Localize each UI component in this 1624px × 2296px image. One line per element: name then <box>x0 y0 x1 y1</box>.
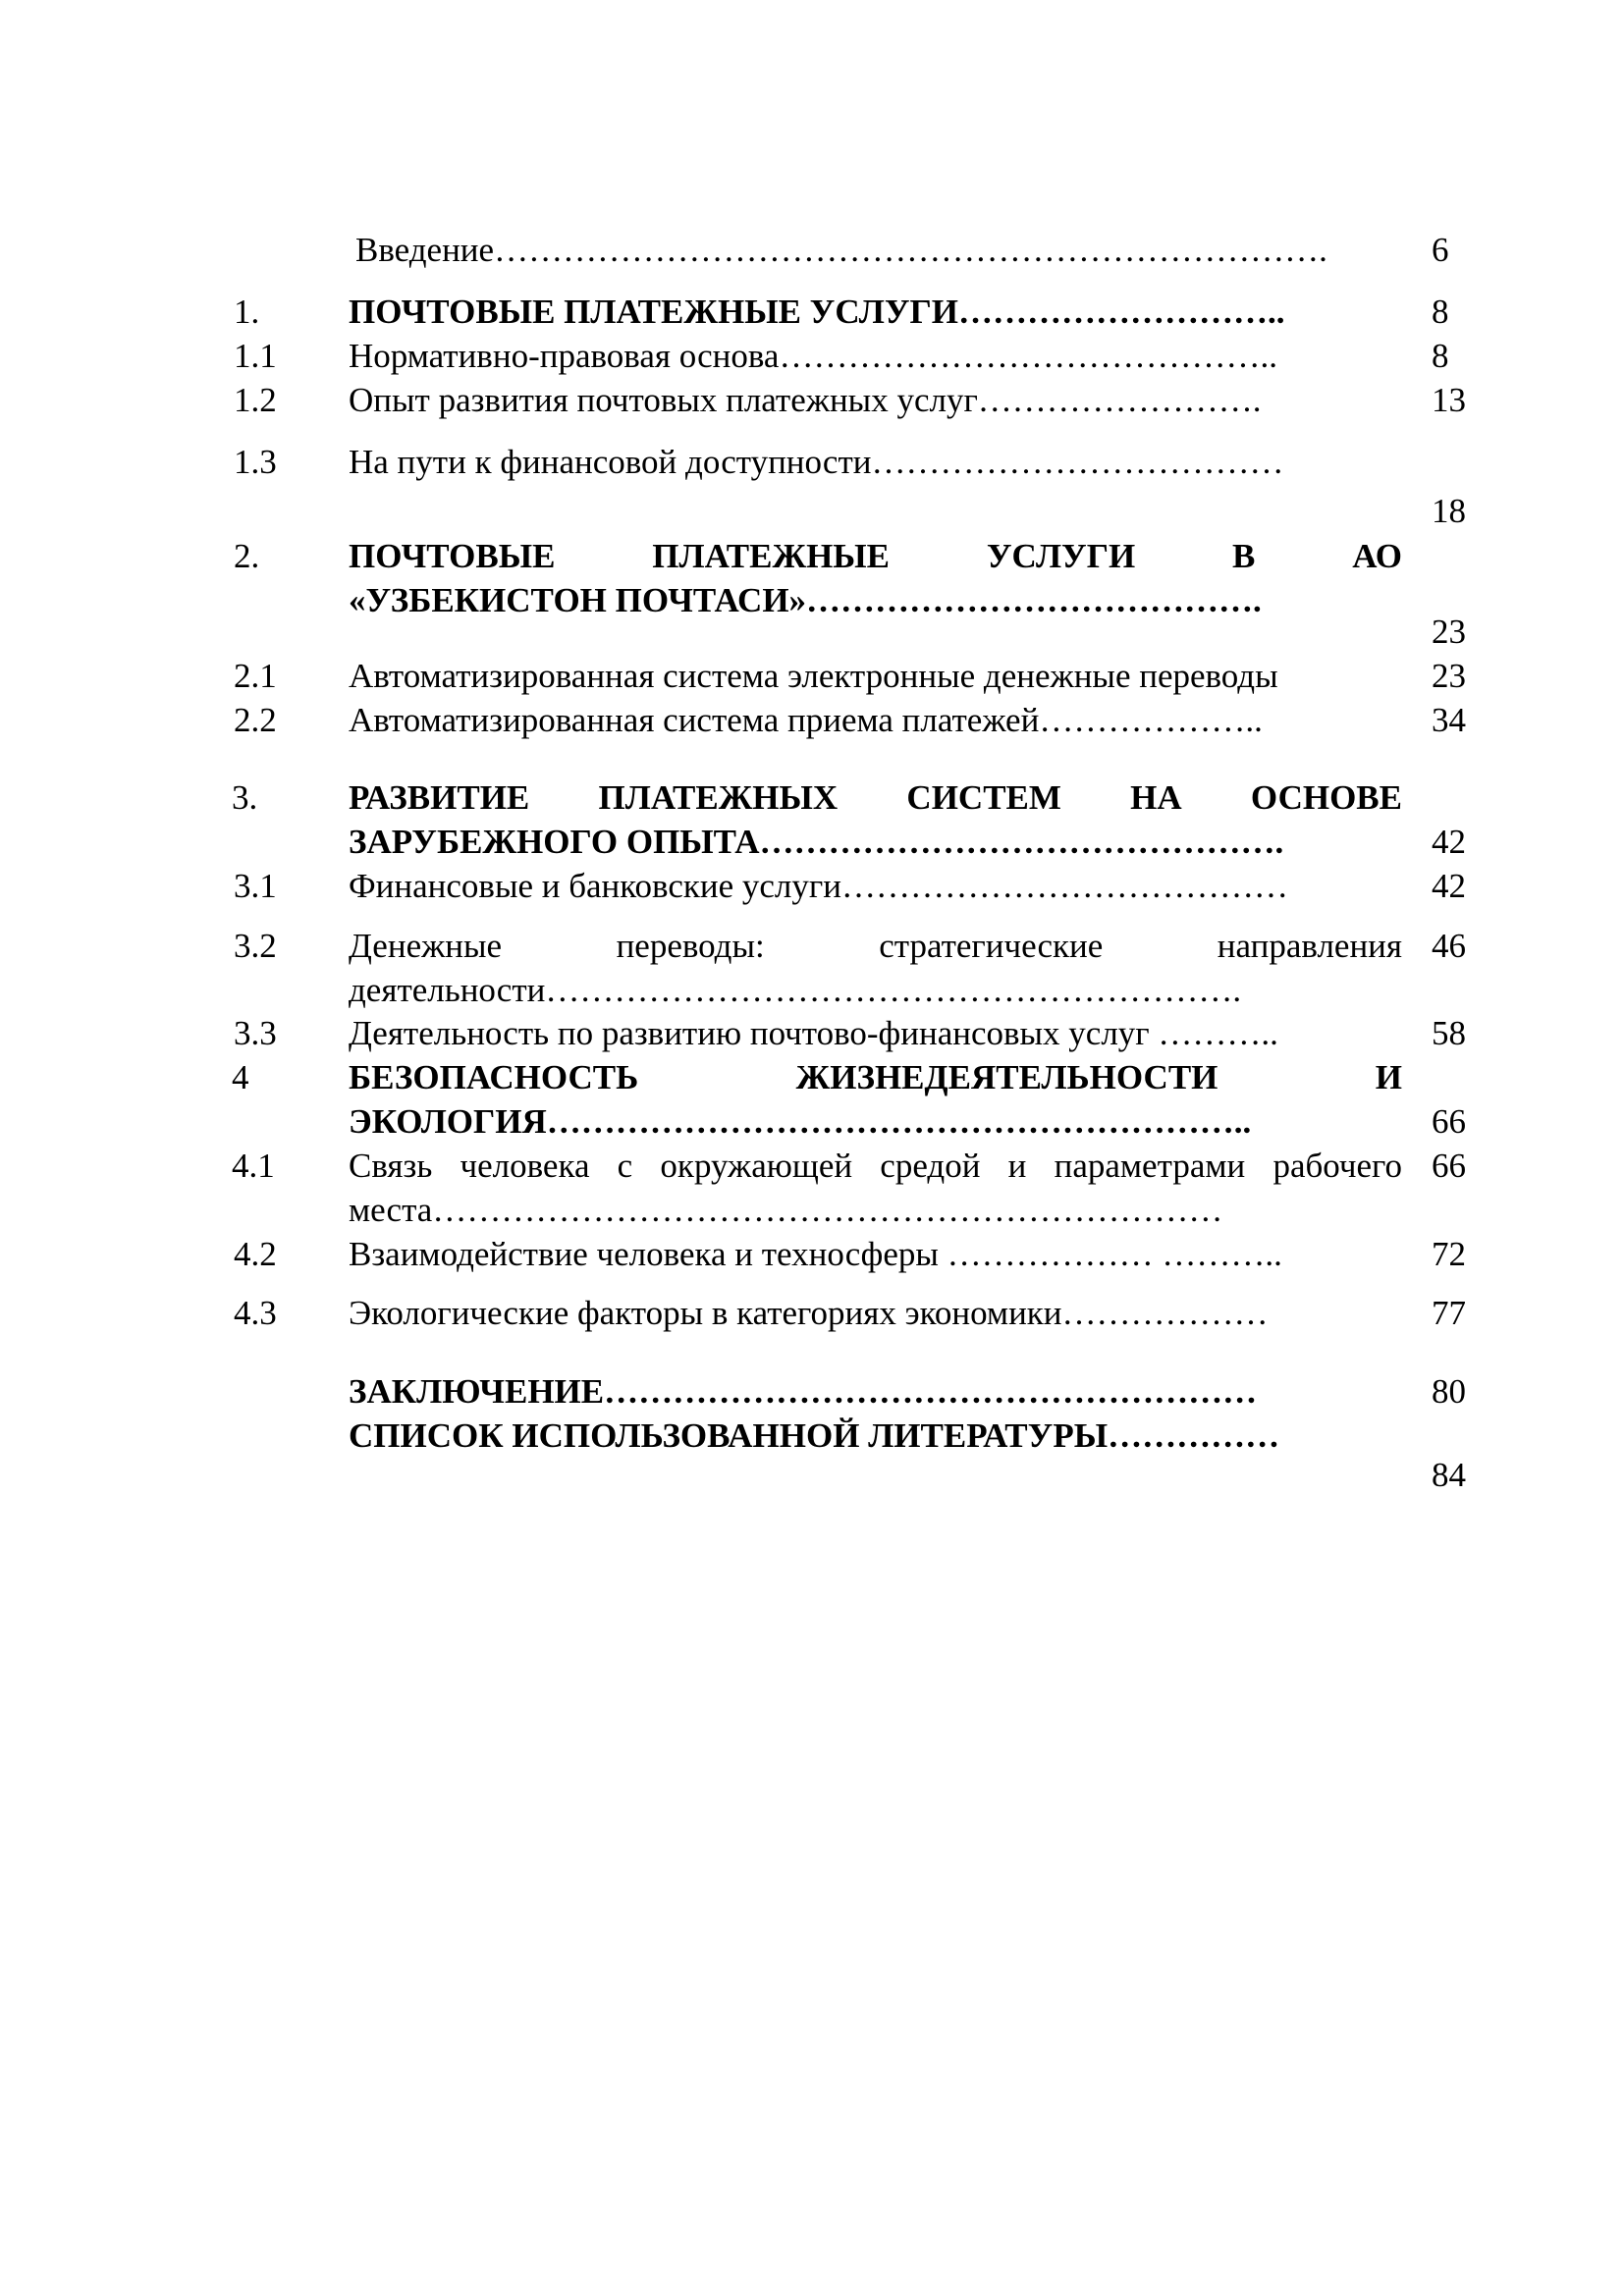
toc-entry-title-line-2: деятельности……………………………………………………. <box>349 971 1242 1009</box>
toc-entry-title <box>349 864 1402 908</box>
toc-entry-title-line-2: ЗАРУБЕЖНОГО ОПЫТА………………………………………. <box>349 823 1284 861</box>
toc-entry-title <box>349 1414 1402 1458</box>
toc-entry-title-line-1: ПОЧТОВЫЕ ПЛАТЕЖНЫЕ УСЛУГИ В АО <box>349 537 1402 575</box>
toc-entry-page: 23 <box>1432 613 1466 651</box>
toc-entry-title-text: ПОЧТОВЫЕ ПЛАТЕЖНЫЕ УСЛУГИ……………………….. <box>349 293 1285 331</box>
toc-entry-page: 42 <box>1432 823 1466 861</box>
toc-entry-number: 3.3 <box>234 1014 277 1052</box>
toc-entry-page: 18 <box>1432 492 1466 530</box>
toc-entry-title-text: Опыт развития почтовых платежных услуг……………………. <box>349 381 1262 419</box>
toc-entry-number: 3. <box>232 778 258 817</box>
toc-entry-number: 4.3 <box>234 1294 277 1332</box>
toc-entry-number: 1. <box>234 293 260 331</box>
toc-entry-page: 23 <box>1432 657 1466 695</box>
toc-entry-page: 42 <box>1432 867 1466 905</box>
toc-entry-page: 13 <box>1432 381 1466 419</box>
toc-entry-title <box>349 654 1402 698</box>
toc-entry-page: 72 <box>1432 1235 1466 1273</box>
toc-entry-number: 2. <box>234 537 260 575</box>
toc-entry-title-text: Деятельность по развитию почтово-финансовых услуг ……….. <box>349 1014 1278 1052</box>
toc-entry-title-line-1: Денежные переводы: стратегические направления <box>349 927 1402 965</box>
toc-entry-page: 46 <box>1432 927 1466 965</box>
toc-entry-title <box>349 1291 1402 1335</box>
toc-entry-page: 34 <box>1432 701 1466 739</box>
toc-entry-number: 4.2 <box>234 1235 277 1273</box>
toc-entry-title <box>355 228 1409 272</box>
toc-entry-number: 4.1 <box>232 1147 275 1185</box>
toc-entry-page: 8 <box>1432 293 1449 331</box>
toc-entry-number: 3.2 <box>234 927 277 965</box>
toc-entry-number: 2.2 <box>234 701 277 739</box>
toc-entry-title <box>349 378 1402 422</box>
toc-entry-title <box>349 924 1402 1012</box>
toc-entry-page: 6 <box>1432 231 1449 269</box>
toc-entry-title <box>349 1144 1402 1232</box>
toc-entry-title <box>349 1011 1402 1055</box>
toc-entry-title-text: Финансовые и банковские услуги………………………………… <box>349 867 1288 905</box>
toc-entry-title-line-1: Связь человека с окружающей средой и параметрами рабочего <box>349 1147 1402 1185</box>
toc-entry-title-line-2: «УЗБЕКИСТОН ПОЧТАСИ»…………………………………. <box>349 581 1262 619</box>
toc-entry-number: 1.3 <box>234 443 277 481</box>
toc-entry-title <box>349 290 1402 334</box>
toc-entry-title-line-1: БЕЗОПАСНОСТЬ ЖИЗНЕДЕЯТЕЛЬНОСТИ И <box>349 1058 1402 1096</box>
toc-entry-number: 1.2 <box>234 381 277 419</box>
toc-entry-title <box>349 1369 1402 1414</box>
toc-entry-title-text: Автоматизированная система электронные денежные переводы <box>349 657 1278 695</box>
toc-entry-title-text: Экологические факторы в категориях экономики……………… <box>349 1294 1269 1332</box>
toc-entry-title-text: На пути к финансовой доступности……………………………… <box>349 443 1284 481</box>
toc-entry-title <box>349 1055 1402 1144</box>
toc-entry-title-text: Автоматизированная система приема платежей……………….. <box>349 701 1263 739</box>
toc-entry-title <box>349 775 1402 864</box>
toc-entry-page: 84 <box>1432 1456 1466 1494</box>
toc-entry-page: 80 <box>1432 1372 1466 1411</box>
toc-entry-title <box>349 698 1402 742</box>
toc-entry-title-line-2: ЭКОЛОГИЯ…………………………………………………….. <box>349 1102 1252 1141</box>
toc-entry-title <box>349 334 1402 378</box>
toc-entry-number: 2.1 <box>234 657 277 695</box>
toc-entry-title-text: Взаимодействие человека и техносферы ……………… ……….. <box>349 1235 1282 1273</box>
toc-entry-title <box>349 440 1402 484</box>
toc-entry-title-line-1: РАЗВИТИЕ ПЛАТЕЖНЫХ СИСТЕМ НА ОСНОВЕ <box>349 778 1402 817</box>
toc-entry-title <box>349 1232 1402 1276</box>
toc-entry-number: 4 <box>232 1058 249 1096</box>
toc-entry-title-text: СПИСОК ИСПОЛЬЗОВАННОЙ ЛИТЕРАТУРЫ…………… <box>349 1416 1280 1455</box>
toc-entry-number: 1.1 <box>234 337 277 375</box>
toc-entry-page: 66 <box>1432 1147 1466 1185</box>
toc-entry-number: 3.1 <box>234 867 277 905</box>
toc-entry-title-text: Нормативно-правовая основа…………………………………….. <box>349 337 1277 375</box>
toc-entry-page: 66 <box>1432 1102 1466 1141</box>
toc-entry-title-text: ЗАКЛЮЧЕНИЕ………………………………………………… <box>349 1372 1258 1411</box>
toc-entry-page: 8 <box>1432 337 1449 375</box>
toc-entry-title <box>349 534 1402 622</box>
toc-entry-title-text: Введение………………………………………………………………. <box>355 231 1327 269</box>
toc-entry-title-line-2: места…………………………………………………………… <box>349 1191 1223 1229</box>
toc-entry-page: 58 <box>1432 1014 1466 1052</box>
toc-entry-page: 77 <box>1432 1294 1466 1332</box>
